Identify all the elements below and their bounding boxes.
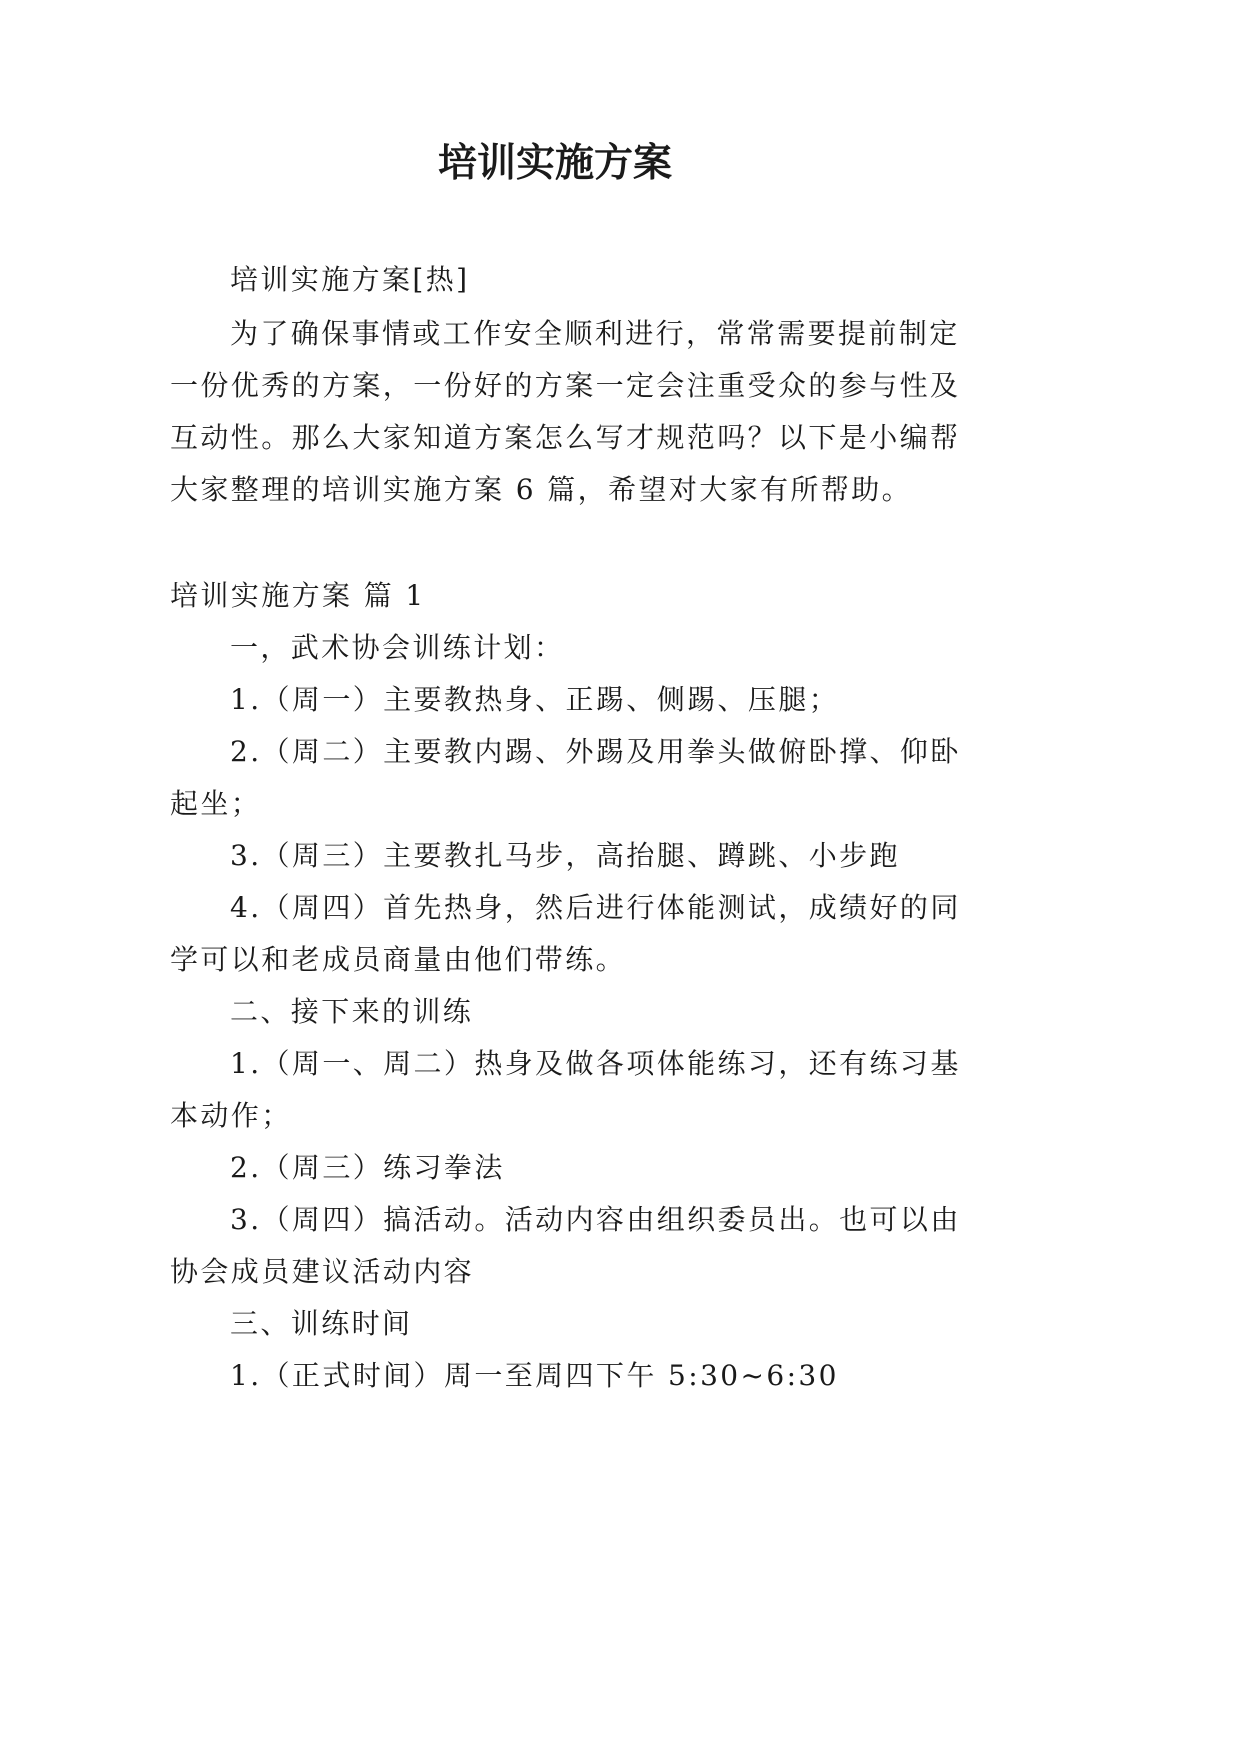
text-line: 一份优秀的方案，一份好的方案一定会注重受众的参与性及: [170, 369, 961, 402]
text-line: 2.（周三）练习拳法: [230, 1151, 505, 1184]
intro-heading: [170, 254, 945, 306]
text-line: 2.（周二）主要教内踢、外踢及用拳头做俯卧撑、仰卧: [230, 735, 961, 768]
text-line: 4.（周四）首先热身，然后进行体能测试，成绩好的同: [230, 891, 961, 924]
list-item: [170, 830, 945, 882]
list-item: [170, 1038, 961, 1142]
text-line: 为了确保事情或工作安全顺利进行，常常需要提前制定: [230, 317, 960, 350]
subsection-heading: [170, 1298, 945, 1350]
text-line: 3.（周四）搞活动。活动内容由组织委员出。也可以由: [230, 1203, 961, 1236]
text-line: 本动作；: [170, 1099, 292, 1132]
list-item: [170, 1142, 945, 1194]
text-line: 二、接下来的训练: [230, 995, 474, 1028]
list-item: [170, 1350, 945, 1402]
text-line: 1.（正式时间）周一至周四下午 5:30~6:30: [230, 1359, 839, 1392]
list-item: [170, 726, 961, 830]
text-line: 3.（周三）主要教扎马步，高抬腿、蹲跳、小步跑: [230, 839, 900, 872]
text-line: 协会成员建议活动内容: [170, 1255, 475, 1288]
text-line: 培训实施方案[热]: [230, 263, 470, 296]
text-line: 一，武术协会训练计划：: [230, 631, 565, 664]
section-heading: [170, 570, 945, 622]
text-line: 1.（周一）主要教热身、正踢、侧踢、压腿；: [230, 683, 840, 716]
intro-paragraph: [170, 308, 961, 516]
subsection-heading: [170, 986, 945, 1038]
list-item: [170, 882, 961, 986]
text-line: 三、训练时间: [230, 1307, 413, 1340]
list-item: [170, 1194, 961, 1298]
text-line: 互动性。那么大家知道方案怎么写才规范吗？以下是小编帮: [170, 421, 961, 454]
text-line: 学可以和老成员商量由他们带练。: [170, 943, 627, 976]
text-line: 培训实施方案 篇 1: [170, 579, 426, 612]
text-line: 起坐；: [170, 787, 262, 820]
document-title: 培训实施方案: [437, 141, 672, 186]
list-item: [170, 674, 945, 726]
text-line: 大家整理的培训实施方案 6 篇，希望对大家有所帮助。: [170, 473, 913, 506]
subsection-heading: [170, 622, 945, 674]
text-line: 1.（周一、周二）热身及做各项体能练习，还有练习基: [230, 1047, 961, 1080]
